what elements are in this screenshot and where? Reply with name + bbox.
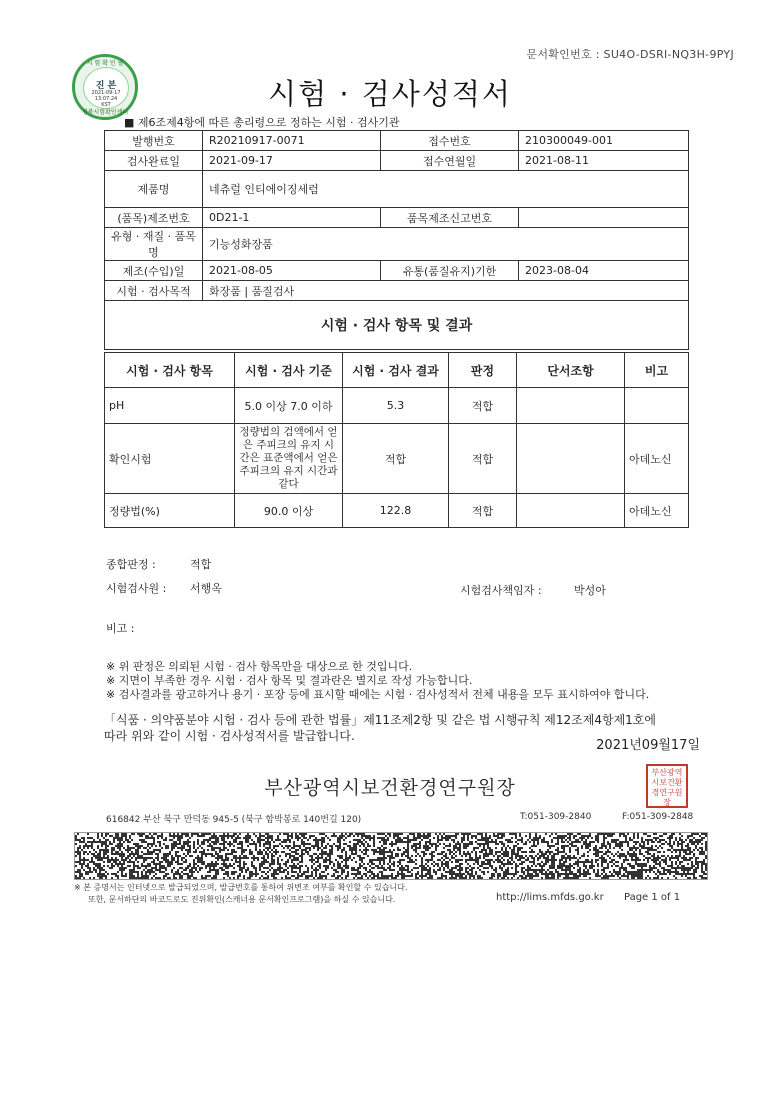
col-header: 판정 bbox=[449, 353, 517, 388]
manager-name: 박성아 bbox=[574, 584, 606, 597]
issue-date: 2021년09월17일 bbox=[596, 738, 700, 753]
cell-remark bbox=[625, 388, 689, 424]
cell-remark: 아데노신 bbox=[625, 494, 689, 528]
cell-result: 122.8 bbox=[343, 494, 449, 528]
receipt-no-label: 접수번호 bbox=[381, 131, 519, 151]
cell-remark: 아데노신 bbox=[625, 424, 689, 494]
cell-verdict: 적합 bbox=[449, 424, 517, 494]
receipt-date-label: 접수연월일 bbox=[381, 151, 519, 171]
telephone: T:051-309-2840 bbox=[520, 812, 592, 822]
footer-note: 또한, 문서하단의 바코드로도 진위확인(스캐너용 문서확인프로그램)을 하실 수 있습니다. bbox=[88, 895, 396, 904]
tester-name: 서행옥 bbox=[190, 582, 222, 595]
info-row bbox=[105, 171, 689, 208]
note: ※ 위 판정은 의뢰된 시험 · 검사 항목만을 대상으로 한 것입니다. bbox=[106, 660, 413, 673]
legal-line: 「식품 · 의약품분야 시험 · 검사 등에 관한 법률」제11조제2항 및 같은 법 시행규칙 제12조제4항제1호에 bbox=[104, 713, 656, 727]
purpose-label: 시험 · 검사목적 bbox=[105, 281, 203, 301]
col-header: 비고 bbox=[625, 353, 689, 388]
col-header: 단서조항 bbox=[517, 353, 625, 388]
mfg-date-value: 2021-08-05 bbox=[203, 261, 381, 281]
seal-datetime: 2021-09-17 13:07:24 KST bbox=[91, 90, 121, 108]
cell-item: pH bbox=[105, 388, 235, 424]
seal-top-text: 시 험 확 인 필 bbox=[86, 60, 124, 67]
receipt-date-value: 2021-08-11 bbox=[519, 151, 689, 171]
info-row bbox=[105, 151, 689, 171]
table-row bbox=[105, 494, 689, 528]
official-stamp: 부산광역시보건환경연구원장 bbox=[646, 764, 688, 808]
completion-date-label: 검사완료일 bbox=[105, 151, 203, 171]
seal-bottom-text: 경북시험확인센터 bbox=[81, 109, 129, 116]
product-name-label: 제품명 bbox=[105, 171, 203, 208]
product-name-value: 네츄럴 인티에이징세럼 bbox=[203, 171, 689, 208]
table-row bbox=[105, 388, 689, 424]
cell-standard: 정량법의 검액에서 얻은 주피크의 유지 시간은 표준액에서 얻은 주피크의 유지 시간과 같다 bbox=[235, 424, 343, 494]
results-table bbox=[104, 352, 689, 528]
note: ※ 지면이 부족한 경우 시험 · 검사 항목 및 결과란은 별지로 작성 가능합니다. bbox=[106, 674, 473, 687]
seal-center-text: 진 본 bbox=[95, 81, 117, 91]
purpose-value: 화장품 | 품질검사 bbox=[203, 281, 689, 301]
completion-date-value: 2021-09-17 bbox=[203, 151, 381, 171]
lot-no-value: 0D21-1 bbox=[203, 208, 381, 228]
info-row bbox=[105, 261, 689, 281]
cell-item: 정량법(%) bbox=[105, 494, 235, 528]
report-no-value bbox=[519, 208, 689, 228]
report-no-label: 품목제조신고번호 bbox=[381, 208, 519, 228]
issue-no-label: 발행번호 bbox=[105, 131, 203, 151]
type-label: 유형 · 재질 · 품목명 bbox=[105, 228, 203, 261]
expiry-label: 유통(품질유지)기한 bbox=[381, 261, 519, 281]
cell-proviso bbox=[517, 424, 625, 494]
type-value: 기능성화장품 bbox=[203, 228, 689, 261]
mfg-date-label: 제조(수입)일 bbox=[105, 261, 203, 281]
overall-verdict-label: 종합판정 : bbox=[106, 558, 156, 571]
overall-verdict-value: 적합 bbox=[190, 558, 212, 571]
expiry-value: 2023-08-04 bbox=[519, 261, 689, 281]
barcode-pattern bbox=[75, 833, 707, 879]
col-header: 시험 · 검사 기준 bbox=[235, 353, 343, 388]
info-row bbox=[105, 228, 689, 261]
manager-label: 시험검사책임자 : bbox=[460, 584, 542, 597]
results-heading: 시험 · 검사 항목 및 결과 bbox=[105, 301, 689, 350]
info-row bbox=[105, 208, 689, 228]
lot-no-label: (품목)제조번호 bbox=[105, 208, 203, 228]
col-header: 시험 · 검사 항목 bbox=[105, 353, 235, 388]
info-row bbox=[105, 281, 689, 301]
table-row bbox=[105, 424, 689, 494]
legal-statement bbox=[104, 712, 656, 744]
cell-proviso bbox=[517, 388, 625, 424]
legal-line: 따라 위와 같이 시험 · 검사성적서를 발급합니다. bbox=[104, 729, 355, 743]
address: 616842 부산 북구 만덕동 945-5 (북구 함박봉로 140번길 120) bbox=[106, 815, 362, 825]
info-row bbox=[105, 301, 689, 350]
remarks-label: 비고 : bbox=[106, 622, 135, 635]
note: ※ 검사결과를 광고하거나 용기 · 포장 등에 표시할 때에는 시험 · 검사성적서 전체 내용을 모두 표시하여야 합니다. bbox=[106, 688, 650, 701]
issue-no-value: R20210917-0071 bbox=[203, 131, 381, 151]
cell-proviso bbox=[517, 494, 625, 528]
info-row bbox=[105, 131, 689, 151]
page-title: 시험 · 검사성적서 bbox=[268, 77, 512, 111]
document-barcode bbox=[74, 832, 708, 880]
results-header-row bbox=[105, 353, 689, 388]
fax: F:051-309-2848 bbox=[622, 812, 694, 822]
institution-name: 부산광역시보건환경연구원장 bbox=[264, 777, 516, 799]
receipt-no-value: 210300049-001 bbox=[519, 131, 689, 151]
cell-verdict: 적합 bbox=[449, 494, 517, 528]
page-indicator: Page 1 of 1 bbox=[624, 892, 681, 903]
col-header: 시험 · 검사 결과 bbox=[343, 353, 449, 388]
cell-item: 확인시험 bbox=[105, 424, 235, 494]
footer-note: ※ 본 증명서는 인터넷으로 발급되었으며, 발급번호를 통하여 위변조 여부를 확인할 수 있습니다. bbox=[74, 883, 408, 892]
cell-verdict: 적합 bbox=[449, 388, 517, 424]
institution-subtitle: ■ 제6조제4항에 따른 총리령으로 정하는 시험 · 검사기관 bbox=[124, 116, 400, 129]
tester-label: 시험검사원 : bbox=[106, 582, 167, 595]
lims-url[interactable]: http://lims.mfds.go.kr bbox=[496, 892, 604, 903]
cell-result: 5.3 bbox=[343, 388, 449, 424]
document-confirm-number: 문서확인번호 : SU4O-DSRI-NQ3H-9PYJ bbox=[526, 48, 734, 61]
cell-standard: 90.0 이상 bbox=[235, 494, 343, 528]
cell-standard: 5.0 이상 7.0 이하 bbox=[235, 388, 343, 424]
info-table bbox=[104, 130, 689, 350]
cell-result: 적합 bbox=[343, 424, 449, 494]
